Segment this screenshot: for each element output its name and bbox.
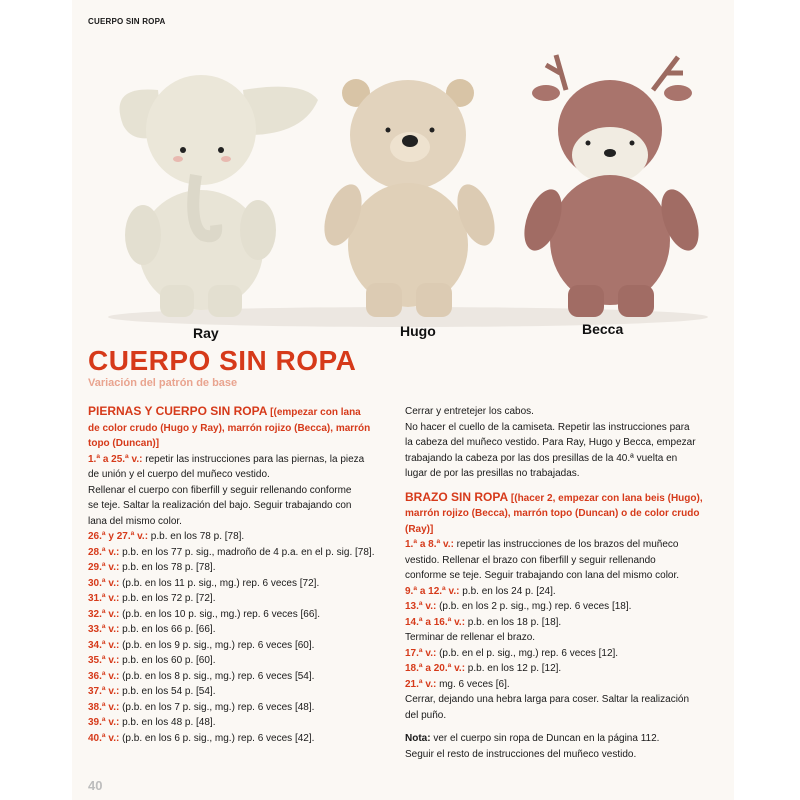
instruction-text: No hacer el cuello de la camiseta. Repetir las instrucciones para <box>405 421 690 433</box>
round-row <box>88 638 388 654</box>
hugo-bear <box>317 79 502 317</box>
section-note: marrón rojizo (Becca), marrón topo (Duncan) o de color crudo (Ray)] <box>405 508 700 535</box>
note-label: Nota: <box>405 733 431 744</box>
round-row <box>405 677 725 693</box>
round-row <box>88 607 388 623</box>
instruction-text: vestido. Rellenar el brazo con fiberfill y seguir rellenando <box>405 554 656 566</box>
section-note: [(empezar con lana <box>267 407 361 418</box>
round-number: 28.ª v.: <box>88 546 120 558</box>
section-note: [(hacer 2, empezar con lana beis (Hugo), <box>508 492 703 504</box>
toys-photo <box>88 35 728 340</box>
round-number: 13.ª v.: <box>405 601 437 612</box>
round-number: 39.ª v.: <box>88 717 120 728</box>
instruction-text: del puño. <box>405 709 447 721</box>
round-row <box>88 669 388 685</box>
round-row <box>88 560 388 576</box>
round-number: 40.ª v.: <box>88 732 120 744</box>
round-number: 9.ª a 12.ª v.: <box>405 585 460 597</box>
note-text: ver el cuerpo sin ropa de Duncan en la página 112. <box>430 733 660 744</box>
round-text: p.b. en los 54 p. [54]. <box>119 686 216 697</box>
round-number: 31.ª v.: <box>88 593 120 604</box>
round-text: (p.b. en los 7 p. sig., mg.) rep. 6 veces [48]. <box>119 701 315 713</box>
round-number: 35.ª v.: <box>88 655 120 666</box>
round-text: p.b. en los 72 p. [72]. <box>119 593 216 604</box>
round-number: 32.ª v.: <box>88 608 120 620</box>
round-text: p.b. en los 60 p. [60]. <box>119 655 216 666</box>
round-row <box>405 584 725 600</box>
round-text: p.b. en los 12 p. [12]. <box>465 663 562 674</box>
running-header: CUERPO SIN ROPA <box>88 17 166 26</box>
section-note: topo (Duncan)] <box>88 438 160 449</box>
round-number: 30.ª v.: <box>88 577 120 589</box>
instruction-text: la cabeza del muñeco vestido. Para Ray, Hugo y Becca, empezar <box>405 437 696 448</box>
instruction-text: repetir las instrucciones para las piernas, la pieza <box>142 453 365 465</box>
round-list <box>88 529 388 746</box>
round-row <box>88 684 388 700</box>
instruction-text: Terminar de rellenar el brazo. <box>405 632 536 643</box>
section-title-legs: PIERNAS Y CUERPO SIN ROPA <box>88 404 268 418</box>
round-row <box>88 622 388 638</box>
round-list <box>405 646 725 693</box>
round-row <box>405 646 725 662</box>
round-row <box>88 700 388 716</box>
round-number: 33.ª v.: <box>88 624 120 635</box>
round-number: 34.ª v.: <box>88 639 120 651</box>
instruction-text: trabajando la cabeza por las dos presillas de la 40.ª vuelta en <box>405 452 678 464</box>
round-list <box>405 584 725 631</box>
section-title-arm: BRAZO SIN ROPA <box>405 489 509 504</box>
round-text: (p.b. en los 8 p. sig., mg.) rep. 6 veces [54]. <box>119 670 315 682</box>
instruction-text: Rellenar el cuerpo con fiberfill y seguir rellenando conforme <box>88 484 352 496</box>
round-number: 14.ª a 16.ª v.: <box>405 616 466 628</box>
round-row <box>405 599 725 615</box>
round-text: p.b. en los 77 p. sig., madroño de 4 p.a. en el p. sig. [78]. <box>119 546 375 558</box>
round-text: p.b. en los 18 p. [18]. <box>465 616 562 628</box>
toy-name-hugo: Hugo <box>400 323 436 339</box>
round-text: mg. 6 veces [6]. <box>436 678 510 690</box>
toy-name-becca: Becca <box>582 321 624 337</box>
round-number: 36.ª v.: <box>88 670 120 682</box>
round-number: 1.ª a 8.ª v.: <box>405 539 454 550</box>
round-row <box>88 653 388 669</box>
instruction-text: se teje. Saltar la realización del bajo. Seguir trabajando con <box>88 500 352 511</box>
round-number: 18.ª a 20.ª v.: <box>405 663 466 674</box>
round-row <box>405 661 725 677</box>
round-row <box>88 545 388 561</box>
round-text: (p.b. en los 9 p. sig., mg.) rep. 6 veces [60]. <box>119 639 315 651</box>
round-text: p.b. en los 48 p. [48]. <box>119 717 216 728</box>
round-text: p.b. en los 24 p. [24]. <box>459 585 556 597</box>
round-text: p.b. en los 66 p. [66]. <box>119 624 216 635</box>
instruction-text: Cerrar, dejando una hebra larga para coser. Saltar la realización <box>405 694 690 705</box>
round-number: 29.ª v.: <box>88 562 120 573</box>
instruction-text: conforme se teje. Seguir trabajando con lana del mismo color. <box>405 570 680 581</box>
instruction-text: lugar de por las presillas no trabajadas. <box>405 468 580 479</box>
round-row <box>88 731 388 747</box>
round-number: 37.ª v.: <box>88 686 120 697</box>
page-title: CUERPO SIN ROPA <box>88 345 357 376</box>
round-text: (p.b. en los 2 p. sig., mg.) rep. 6 veces [18]. <box>436 601 632 612</box>
page-number: 40 <box>88 778 103 793</box>
round-text: p.b. en los 78 p. [78]. <box>119 562 216 573</box>
round-number: 1.ª a 25.ª v.: <box>88 453 143 465</box>
round-row <box>405 615 725 631</box>
round-row <box>88 715 388 731</box>
round-text: (p.b. en el p. sig., mg.) rep. 6 veces [12]. <box>436 647 619 659</box>
note-text: Seguir el resto de instrucciones del muñeco vestido. <box>405 748 637 760</box>
ray-elephant <box>120 75 318 317</box>
instruction-text: repetir las instrucciones de los brazos del muñeco <box>453 539 679 550</box>
round-text: p.b. en los 78 p. [78]. <box>148 531 245 542</box>
round-row <box>88 529 388 545</box>
instruction-text: de unión y el cuerpo del muñeco vestido. <box>88 469 270 480</box>
round-text: (p.b. en los 6 p. sig., mg.) rep. 6 veces [42]. <box>119 732 315 744</box>
instruction-text: lana del mismo color. <box>88 515 182 527</box>
becca-deer <box>517 55 706 317</box>
right-column <box>405 404 725 762</box>
toy-name-ray: Ray <box>193 325 219 341</box>
round-text: (p.b. en los 10 p. sig., mg.) rep. 6 veces [66]. <box>119 608 320 620</box>
section-note: de color crudo (Hugo y Ray), marrón rojizo (Becca), marrón <box>88 422 371 434</box>
round-number: 26.ª y 27.ª v.: <box>88 531 149 542</box>
instruction-text: Cerrar y entretejer los cabos. <box>405 406 534 417</box>
round-row <box>88 576 388 592</box>
left-column <box>88 404 388 746</box>
round-number: 38.ª v.: <box>88 701 120 713</box>
round-number: 21.ª v.: <box>405 678 437 690</box>
page-subtitle: Variación del patrón de base <box>88 377 238 389</box>
round-number: 17.ª v.: <box>405 647 437 659</box>
round-text: (p.b. en los 11 p. sig., mg.) rep. 6 veces [72]. <box>119 577 320 589</box>
round-row <box>88 591 388 607</box>
